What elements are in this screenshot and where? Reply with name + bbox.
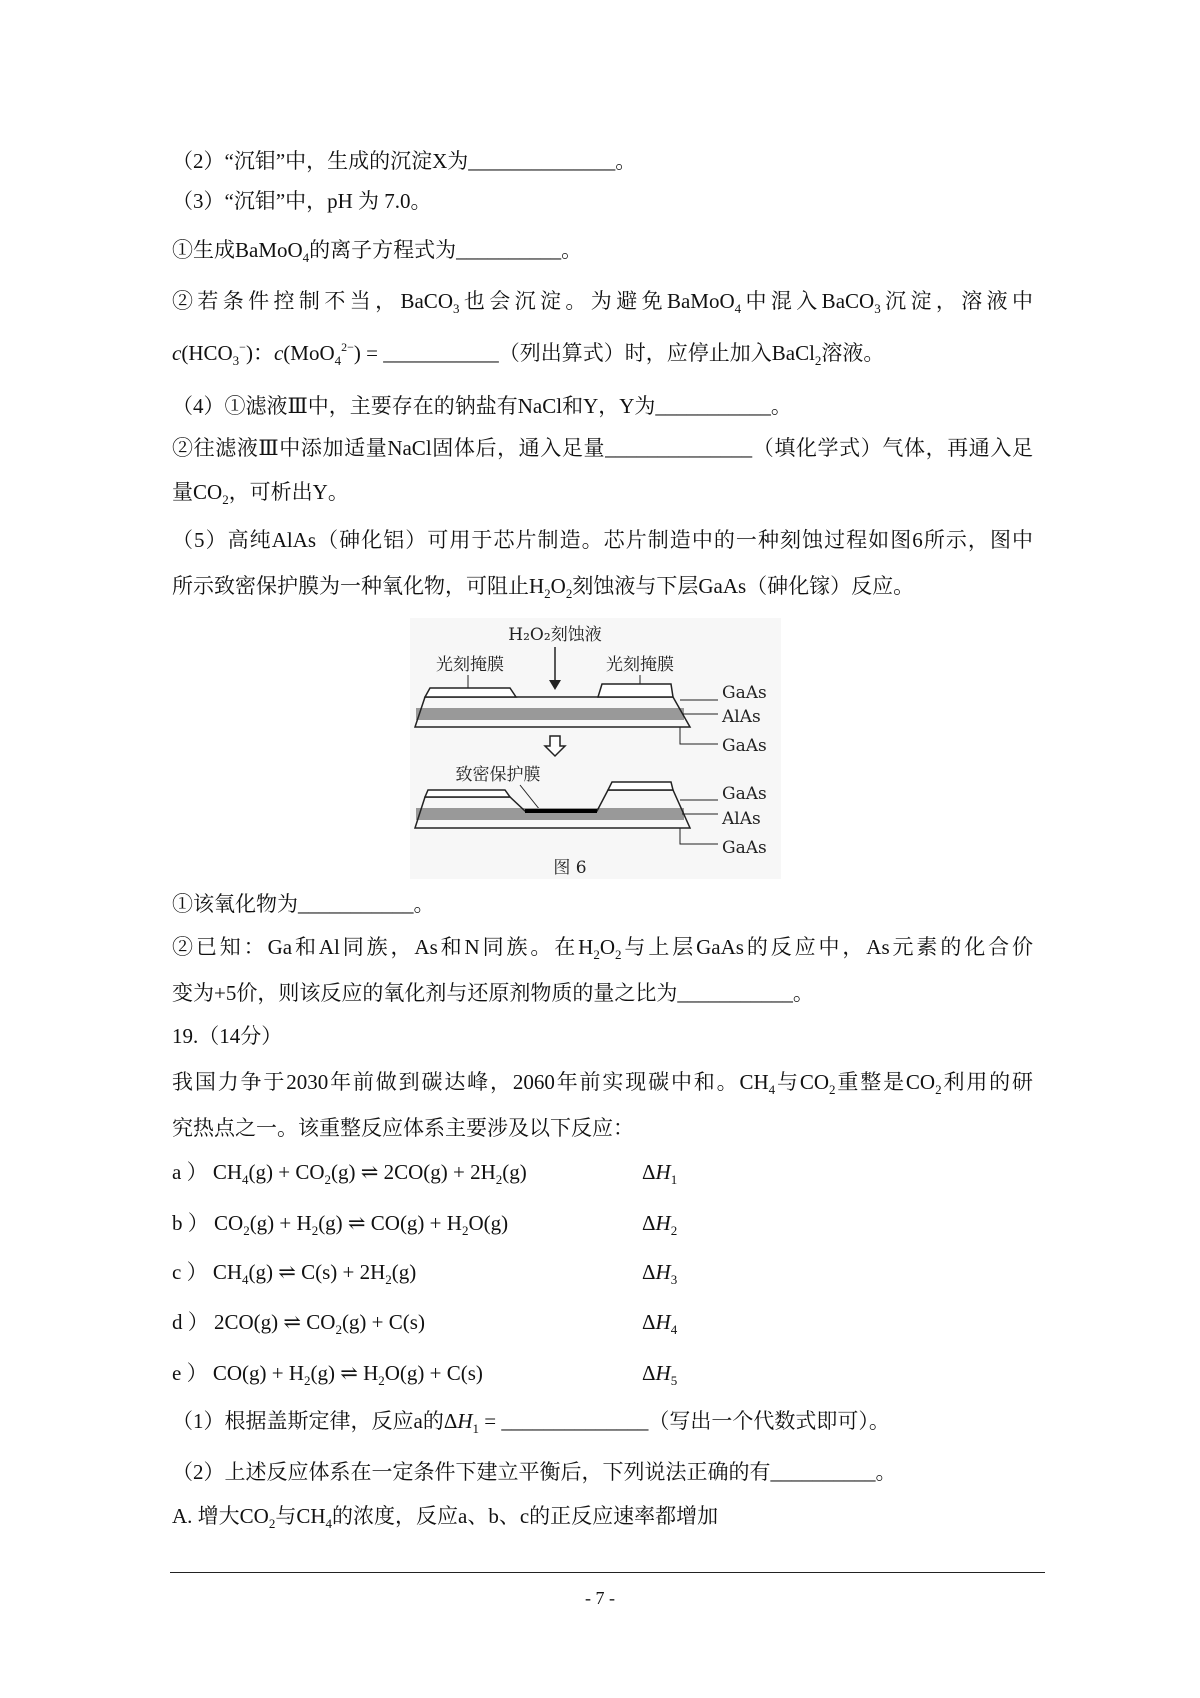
enthalpy-part: 5 <box>670 1373 678 1388</box>
text-segment: c ） CH <box>172 1260 242 1284</box>
subscript: 2 <box>311 1223 319 1238</box>
enthalpy-part: H <box>655 1260 671 1284</box>
text-segment: e ） CO(g) + H <box>172 1361 304 1385</box>
enthalpy-part: H <box>655 1310 671 1334</box>
text-line <box>172 1459 897 1485</box>
subscript: 2 <box>495 1172 503 1187</box>
text-segment: O(g) <box>468 1211 509 1235</box>
text-segment: （4）①滤液Ⅲ中，主要存在的钠盐有NaCl和Y，Y为___________。 <box>172 394 792 418</box>
subscript: 2 <box>304 1373 311 1388</box>
mask-left-label: 光刻掩膜 <box>436 655 504 675</box>
text-segment: 沉淀，溶液中 <box>880 289 1034 313</box>
text-segment: 利用的研 <box>941 1070 1033 1094</box>
subscript: 2 <box>814 353 822 368</box>
subscript: 2 <box>544 586 551 601</box>
layer-label: GaAs <box>722 784 767 804</box>
text-line <box>172 1115 634 1141</box>
text-line <box>172 934 1033 960</box>
subscript: 2 <box>222 492 229 507</box>
text-line <box>172 393 792 419</box>
enthalpy-part: Δ <box>642 1160 656 1184</box>
text-segment: （5）高纯AlAs（砷化铝）可用于芯片制造。芯片制造中的一种刻蚀过程如图6所示，图中 <box>172 528 1033 552</box>
text-segment: 的浓度，反应a、b、c的正反应速率都增加 <box>332 1504 719 1528</box>
text-segment: a ） CH <box>172 1160 242 1184</box>
text-segment: 与CO <box>775 1070 830 1094</box>
text-line <box>172 1023 282 1049</box>
text-segment: b ） CO <box>172 1211 244 1235</box>
subscript: 4 <box>302 250 310 265</box>
subscript: 2 <box>829 1082 836 1097</box>
enthalpy-part: H <box>655 1211 671 1235</box>
text-segment: O <box>550 574 566 598</box>
text-line <box>172 1503 718 1529</box>
layer-label: GaAs <box>722 838 767 858</box>
subscript: 3 <box>232 353 240 368</box>
subscript: 2 <box>615 947 622 962</box>
text-segment: 变为+5价，则该反应的氧化剂与还原剂物质的量之比为___________。 <box>172 981 814 1005</box>
subscript: 4 <box>242 1272 249 1287</box>
enthalpy-part: Δ <box>642 1361 656 1385</box>
text-segment: （2）上述反应体系在一定条件下建立平衡后，下列说法正确的有__________。 <box>172 1460 897 1484</box>
text-segment: ①生成BaMoO <box>172 238 303 262</box>
text-line <box>172 573 914 599</box>
text-line <box>172 435 1033 461</box>
text-segment: ②已知：Ga和Al同族，As和N同族。在H <box>172 935 594 959</box>
text-segment: (g) ⇌ CO(g) + H <box>318 1211 462 1235</box>
enthalpy-part: Δ <box>642 1211 656 1235</box>
subscript: 2 <box>565 586 573 601</box>
subscript: 2 <box>335 1322 342 1337</box>
text-segment: 所示致密保护膜为一种氧化物，可阻止H <box>172 574 545 598</box>
text-segment: ②若条件控制不当，BaCO <box>172 289 453 313</box>
subscript: 1 <box>472 1421 479 1436</box>
text-segment: d ） 2CO(g) ⇌ CO <box>172 1310 336 1334</box>
text-segment: O(g) + C(s) <box>384 1361 483 1385</box>
reaction-equation <box>172 1309 425 1335</box>
subscript: 2 <box>243 1223 250 1238</box>
text-line <box>172 527 1033 553</box>
text-segment: c <box>172 341 182 365</box>
figure-6-etching-diagram <box>410 618 781 879</box>
layer-label: GaAs <box>722 683 767 703</box>
layer-label: AlAs <box>722 707 761 727</box>
text-line <box>172 891 435 917</box>
subscript: 4 <box>334 353 342 368</box>
text-segment: 究热点之一。该重整反应体系主要涉及以下反应： <box>172 1116 634 1140</box>
text-line <box>172 479 349 505</box>
enthalpy-part: Δ <box>642 1260 656 1284</box>
text-line <box>172 1408 890 1434</box>
subscript: 2 <box>385 1272 392 1287</box>
subscript: 4 <box>325 1516 333 1531</box>
text-segment: (g) + CO <box>248 1160 325 1184</box>
enthalpy-label <box>642 1210 677 1236</box>
subscript: 2 <box>268 1516 276 1531</box>
enthalpy-label <box>642 1259 677 1285</box>
subscript: 2 <box>461 1223 469 1238</box>
footer-divider <box>170 1572 1045 1573</box>
text-segment: 溶液。 <box>821 341 885 365</box>
text-segment: 与上层GaAs的反应中，As元素的化合价 <box>621 935 1033 959</box>
text-segment: 的离子方程式为__________。 <box>309 238 583 262</box>
reaction-equation <box>172 1210 508 1236</box>
enthalpy-label <box>642 1159 677 1185</box>
enthalpy-part: H <box>655 1160 671 1184</box>
text-segment: )： <box>245 341 274 365</box>
etchant-label: H₂O₂刻蚀液 <box>508 625 602 645</box>
subscript: 4 <box>242 1172 249 1187</box>
text-line <box>172 148 636 174</box>
text-segment: 也会沉淀。为避免BaMoO <box>459 289 735 313</box>
text-segment: (g) ⇌ H <box>310 1361 379 1385</box>
superscript: − <box>239 340 246 354</box>
subscript: 4 <box>734 301 742 316</box>
enthalpy-label <box>642 1309 677 1335</box>
reaction-equation <box>172 1259 416 1285</box>
text-segment: (g) ⇌ 2CO(g) + 2H <box>331 1160 496 1184</box>
text-segment: 量CO <box>172 480 223 504</box>
text-segment: ②往滤液Ⅲ中添加适量NaCl固体后，通入足量______________（填化学式）气体，再通入足 <box>172 436 1033 460</box>
layer-label: AlAs <box>722 809 761 829</box>
page-number: - 7 - <box>585 1588 615 1608</box>
text-segment: ，可析出Y。 <box>228 480 349 504</box>
enthalpy-part: Δ <box>642 1310 656 1334</box>
text-segment: 重整是CO <box>835 1070 936 1094</box>
subscript: 2 <box>935 1082 942 1097</box>
subscript: 4 <box>768 1082 776 1097</box>
layer-label: GaAs <box>722 736 767 756</box>
text-line <box>172 340 884 366</box>
enthalpy-part: 3 <box>670 1272 678 1287</box>
text-segment: = ______________（写出一个代数式即可）。 <box>479 1409 890 1433</box>
enthalpy-part: 1 <box>670 1172 678 1187</box>
text-segment: O <box>599 935 616 959</box>
subscript: 3 <box>452 301 460 316</box>
text-segment: (g) ⇌ C(s) + 2H <box>248 1260 386 1284</box>
text-line <box>172 237 582 263</box>
superscript: 2− <box>341 340 354 354</box>
figure-caption: 图 6 <box>553 858 587 878</box>
text-segment: ) = ___________（列出算式）时，应停止加入BaCl <box>353 341 815 365</box>
text-segment: A. 增大CO <box>172 1504 269 1528</box>
text-segment: 我国力争于2030年前做到碳达峰，2060年前实现碳中和。CH <box>172 1070 769 1094</box>
text-line <box>172 1069 1033 1095</box>
subscript: 2 <box>593 947 600 962</box>
text-segment: c <box>273 341 284 365</box>
text-segment: 19.（14分） <box>172 1024 283 1048</box>
text-segment: (g) + C(s) <box>341 1310 425 1334</box>
enthalpy-part: 4 <box>670 1322 678 1337</box>
text-line <box>172 188 432 214</box>
text-segment: (HCO <box>181 341 233 365</box>
text-segment: 与CH <box>275 1504 326 1528</box>
reaction-equation <box>172 1360 483 1386</box>
enthalpy-part: H <box>655 1361 671 1385</box>
text-segment: H <box>457 1409 473 1433</box>
text-segment: ①该氧化物为___________。 <box>172 892 435 916</box>
protective-film-label: 致密保护膜 <box>455 765 541 785</box>
text-segment: (g) <box>391 1260 417 1284</box>
text-segment: 刻蚀液与下层GaAs（砷化镓）反应。 <box>572 574 915 598</box>
reaction-equation <box>172 1159 527 1185</box>
text-segment: 中混入BaCO <box>741 289 875 313</box>
text-segment: (MoO <box>283 341 335 365</box>
subscript: 2 <box>324 1172 332 1187</box>
text-segment: (g) <box>502 1160 527 1184</box>
text-segment: (g) + H <box>249 1211 312 1235</box>
enthalpy-part: 2 <box>670 1223 678 1238</box>
mask-right-label: 光刻掩膜 <box>606 655 674 675</box>
text-segment: （1）根据盖斯定律，反应a的Δ <box>172 1409 458 1433</box>
text-line <box>172 288 1033 314</box>
subscript: 3 <box>874 301 881 316</box>
subscript: 2 <box>378 1373 385 1388</box>
text-segment: （2）“沉钼”中，生成的沉淀X为______________。 <box>172 149 637 173</box>
text-segment: （3）“沉钼”中，pH 为 7.0。 <box>172 189 432 213</box>
enthalpy-label <box>642 1360 677 1386</box>
text-line <box>172 980 814 1006</box>
